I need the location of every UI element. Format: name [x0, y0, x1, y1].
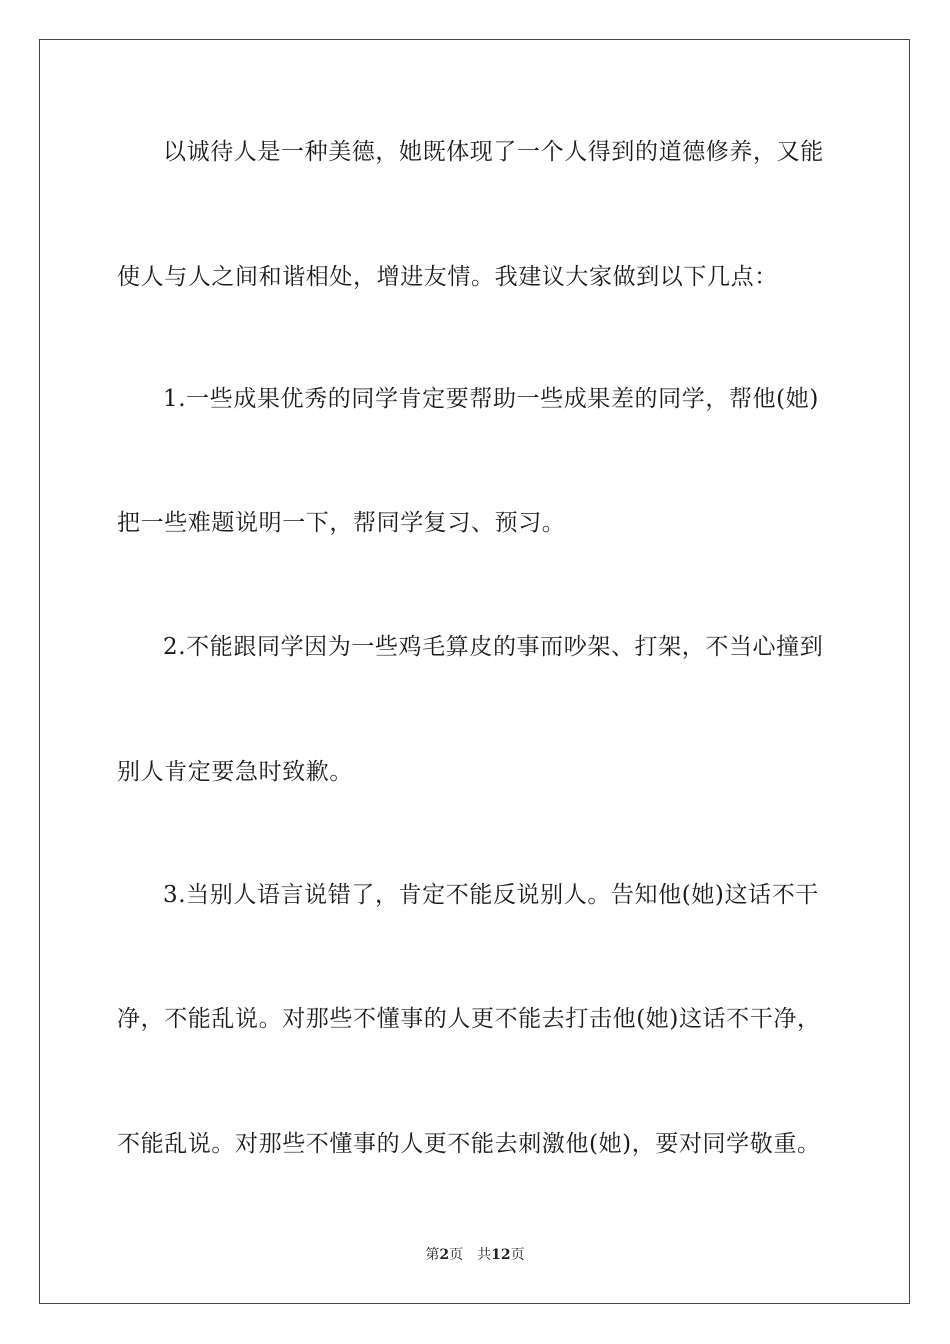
footer-total-prefix: 共 — [477, 1247, 492, 1263]
list-item-3-line-2: 净，不能乱说。对那些不懂事的人更不能去打击他(她)这话不干净， — [117, 1006, 821, 1032]
list-item-1-line-1: 1.一些成果优秀的同学肯定要帮助一些成果差的同学，帮他(她) — [163, 386, 819, 412]
paragraph-line-2: 使人与人之间和谐相处，增进友情。我建议大家做到以下几点： — [117, 264, 778, 290]
footer-total-suffix: 页 — [510, 1247, 525, 1263]
page-frame — [39, 39, 910, 1304]
list-item-3-line-3: 不能乱说。对那些不懂事的人更不能去刺激他(她)，要对同学敬重。 — [117, 1131, 821, 1157]
list-item-1-line-2: 把一些难题说明一下，帮同学复习、预习。 — [117, 510, 566, 536]
footer-page-suffix: 页 — [449, 1247, 464, 1263]
list-item-3-line-1: 3.当别人语言说错了，肯定不能反说别人。告知他(她)这话不干 — [163, 882, 819, 908]
list-item-2-line-2: 别人肯定要急时致歉。 — [117, 759, 353, 785]
list-item-2-line-1: 2.不能跟同学因为一些鸡毛算皮的事而吵架、打架，不当心撞到 — [163, 634, 824, 660]
footer-page-prefix: 第 — [425, 1247, 440, 1263]
paragraph-line-1: 以诚待人是一种美德，她既体现了一个人得到的道德修养，又能 — [163, 139, 824, 165]
page-footer — [0, 1246, 950, 1264]
footer-page-number: 2 — [439, 1247, 450, 1263]
footer-total-pages: 12 — [491, 1247, 511, 1263]
